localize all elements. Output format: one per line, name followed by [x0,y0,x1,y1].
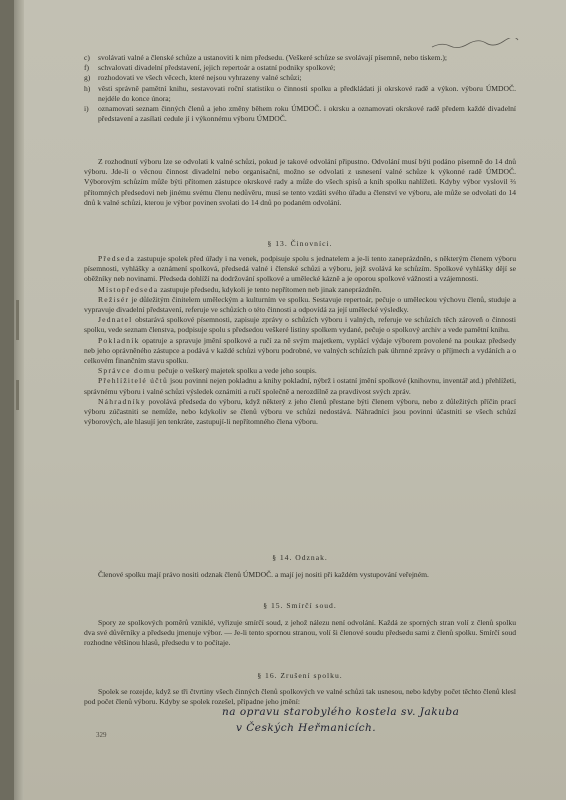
paragraph: Pokladník opatruje a spravuje jmění spolkové a ručí za ně svým majetkem, vyplácí výdaje výborem povolené na poukaz předsedy neb jeho oprávněného zástupce a podává v každé schůzi výboru podrobné, ve valných schůzích pak úhrnné zprávy o příjmech a vydáních a o celkovém finančním stavu spolku. [84,335,516,366]
handwritten-line-2: v Českých Heřmanicích. [236,722,377,734]
list-item: h) věsti správně pamětní knihu, sestavovati roční statistiku o činnosti spolku a předkládati ji okrskové radě a výkon. výboru ÚMDOČ. nejdéle do konce února; [84,83,516,103]
section-15-heading: § 15. Smírčí soud. [263,601,337,610]
paragraph: Přehlížitelé účtů jsou povinni nejen pokladnu a knihy pokladní, nýbrž i ostatní jmění spolkové (knihovnu, inventář atd.) přehlížeti, správnému výboru i valné schůzi výsledek oznámiti a ručí společně a nerozdílně za pravdivost svých zpráv. [84,376,516,396]
list-item: f) schvalovati divadelní představení, jejich repertoár a ostatní podniky spolkové; [84,63,336,73]
paragraph: Režisér je důležitým činitelem uměleckým a kulturním ve spolku. Sestavuje repertoár, pečuje o uměleckou výchovu členů, studuje a vypravuje divadelní představení, referuje ve schůzích o této činnosti a odpovídá za její umělecké výsledky. [84,294,516,315]
list-item: i) oznamovati seznam činných členů a jeho změny během roku ÚMDOČ. i okrsku a oznamovati okrskové radě předem každé divadelní představení a zasílati cedule jí i výkonnému výboru ÚMDOČ. [84,104,516,124]
paragraph: Jednatel obstarává spolkové písemnosti, zapisuje zprávy o schůzích výboru i valných, referuje ve schůzích těch zároveň o činnosti spolku, vede seznam členstva, podpisuje spolu s předsedou veškeré listiny spolkem vydané, pečuje o spolkový archiv a vede pamětní knihu. [84,315,516,335]
section-14-heading: § 14. Odznak. [272,553,328,562]
paragraph: Náhradníky povolává předseda do výboru, když některý z jeho členů přestane býti členem výboru, nebo z důležitých příčin prací výboru zúčastniti se nemůže, nebo kdykoliv se členů výboru ve schůzi nedostává. Náhradníci jsou povinni účastniti se všech schůzí výborových, ale hlasují jen tenkráte, zastupují-li nepřítomného člena výboru. [84,396,516,427]
section-13-heading: § 13. Činovníci. [267,239,333,248]
section-16-heading: § 16. Zrušení spolku. [257,671,343,680]
paragraph: Správce domu pečuje o veškerý majetek spolku a vede jeho soupis. [98,366,317,376]
edge-mark [16,380,19,410]
edge-mark [16,300,19,340]
section-16-body: Spolek se rozejde, když se tři čtvrtiny všech činných členů spolkových ve valné schůzi tak usnesou, nebo kdyby počet těchto členů klesl pod počet členů výboru. Kdyby se spolek rozešel, připadne jeho jmění: [84,687,516,707]
removal-paragraph: Z rozhodnutí výboru lze se odvolati k valné schůzi, pokud je takové odvolání připustno. Odvolání musí býti podáno písemně do 14 dnů výboru. Jde-li o věcnou činnost divadelní nebo organisační, možno se odvolati z usnesení valné schůze k výkonné radě ÚMDOČ. Výborovým schůzím může býti přítomen zástupce okrskové rady a může do všech spisů a knih spolku nahlížeti. Kdyby výbor vyslovil ⅔ přítomných předsedovi neb jinému svému členu nedůvěru, musí se tento vzdáti svého úřadu a členství ve výboru, ale může se odvolati do 14 dnů k valné schůzi, kterou je výbor povinen svolati do 14 dnů po podaném odvolání. [84,157,516,207]
section-14-body: Členové spolku mají právo nositi odznak členů ÚMDOČ. a mají jej nositi při každém vystupování veřejném. [98,570,429,579]
section-15-body: Spory ze spolkových poměrů vzniklé, vyřizuje smírčí soud, z jehož nálezu není odvolání. Každá ze sporných stran volí z členů spolku dva své důvěrníky a předsedu jmenuje výbor. — Je-li tento spornou stranou, volí ši členové soudu předsedu sami z členů spolku. Smírčí soud rozhodne většinou hlasů, předsedu v to počítaje. [84,618,516,648]
paragraph: Místopředseda zastupuje předsedu, kdykoli je tento nepřítomen neb jinak zaneprázdněn. [98,284,382,294]
list-block [84,53,516,124]
list-item: g) rozhodovati ve všech věcech, které nejsou vyhrazeny valné schůzi; [84,73,302,83]
document-page [14,0,566,800]
page-number: 329 [96,731,107,739]
section-13-body [84,254,516,427]
pencil-scribble [430,38,520,50]
list-item: c) svolávati valné a členské schůze a ustanoviti k nim předsedu. (Veškeré schůze se svolávají písemně, nebo tiskem.); [84,53,447,62]
paragraph: Předseda zastupuje spolek před úřady i na venek, podpisuje spolu s jednatelem a je-li tento zaneprázdněn, s některým členem výboru písemnosti, vyhlášky a oznámení spolková, předsedá valné i členské schůzi a výboru, jejž svolává ke schůzím. Spolkové vyhlášky dějí se oběžníky neb novinami. Předseda dohlíží na dodržování spolkové a umělecké kázně a je oporou spolkové vážnosti a vzájemnosti. [84,254,516,284]
handwritten-line-1: na opravu starobylého kostela sv. Jakuba [222,706,460,718]
